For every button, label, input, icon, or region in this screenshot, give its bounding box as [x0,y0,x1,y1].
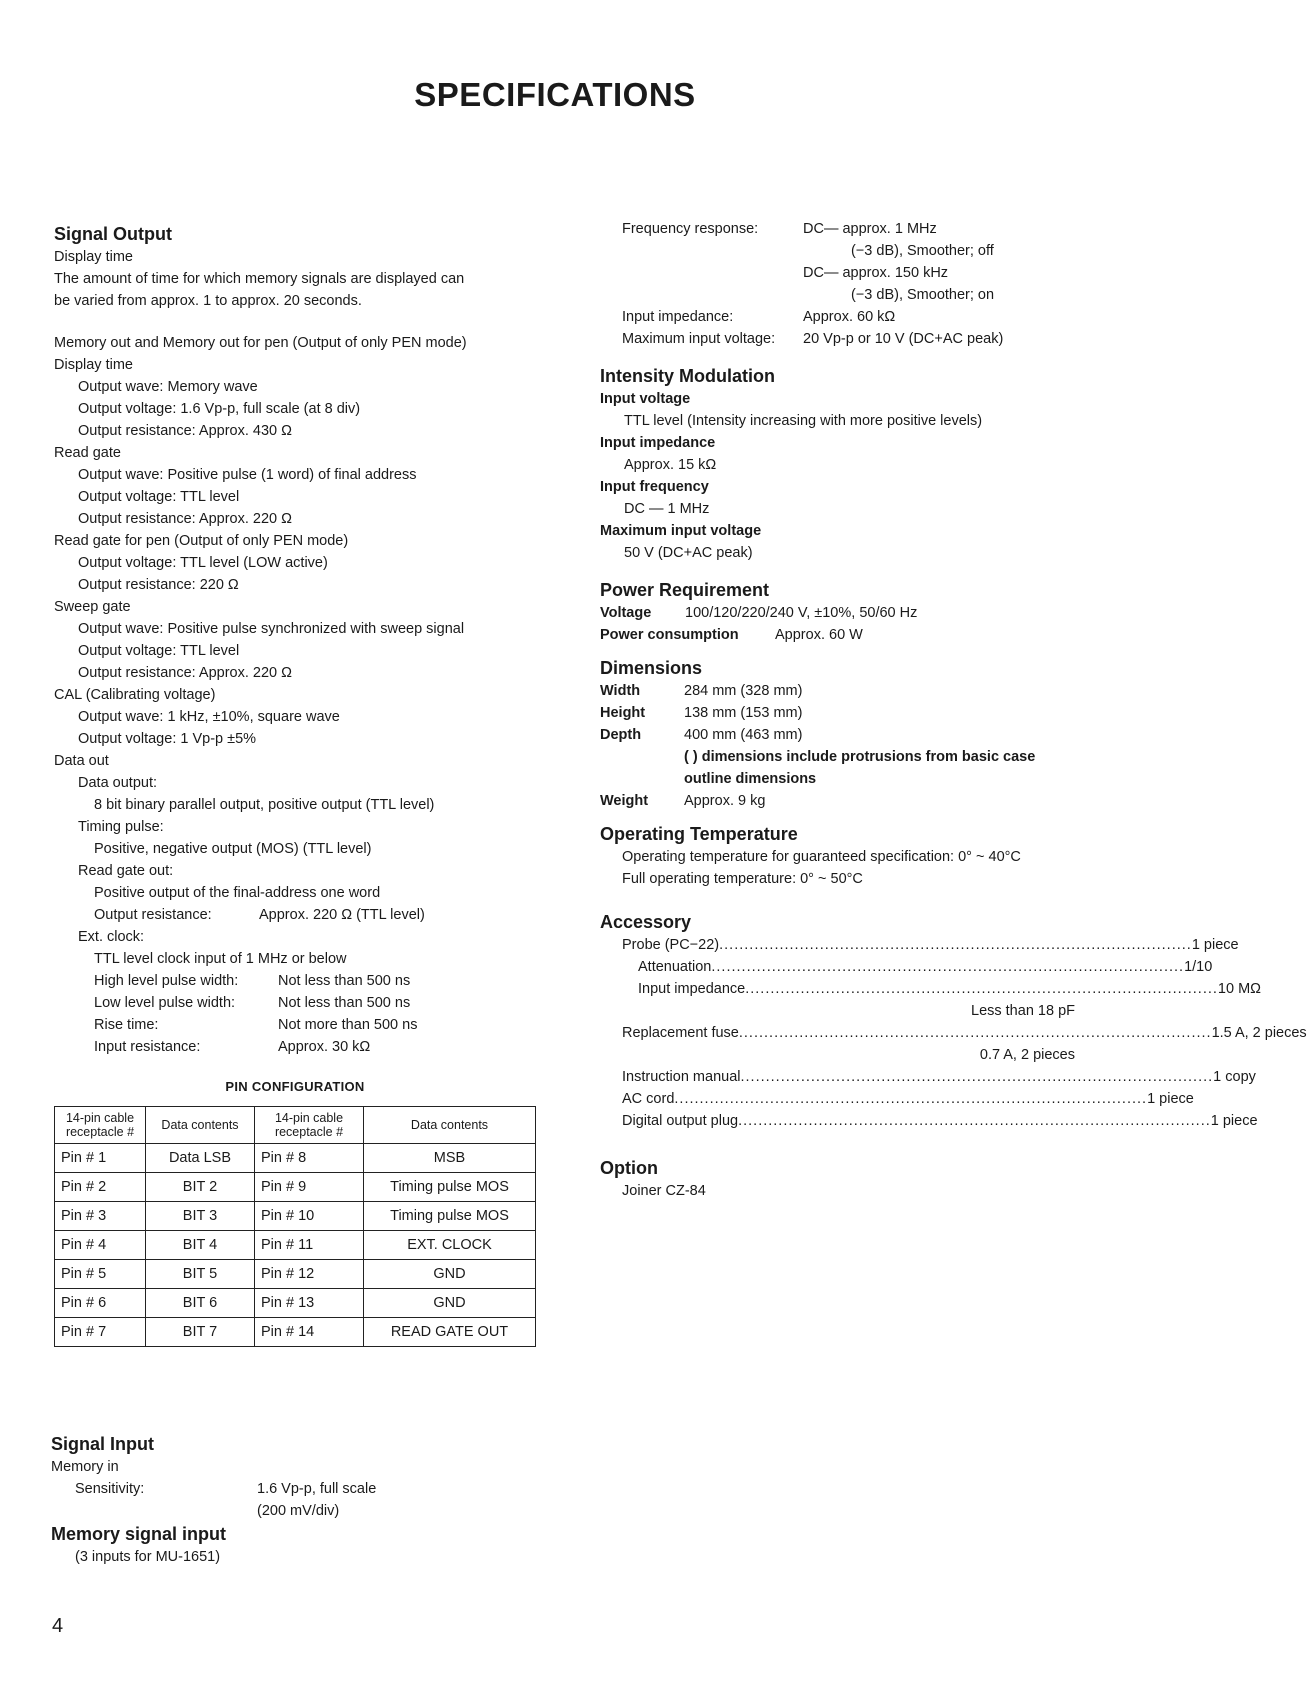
spec-value: 400 mm (463 mm) [684,727,803,743]
table-cell: Pin # 5 [55,1260,146,1289]
page-number: 4 [52,1615,64,1637]
operating-temperature-heading: Operating Temperature [600,824,798,844]
spec-line: Output voltage: 1.6 Vp-p, full scale (at 8 div) [78,401,361,417]
spec-key: High level pulse width: [94,973,239,989]
spec-key: Input frequency [600,479,709,495]
column-header: Data contents [364,1107,536,1144]
list-item: Attenuation .............................................................................................. 1/10 [622,956,1075,978]
signal-output-heading: Signal Output [54,224,172,244]
table-row [55,1260,536,1289]
spec-line: Output resistance: Approx. 220 Ω [78,665,292,681]
table-cell: Data LSB [146,1144,255,1173]
table-cell: BIT 4 [146,1231,255,1260]
spec-line: (3 inputs for MU-1651) [75,1549,221,1565]
dimensions-note: ( ) dimensions include protrusions from basic case [684,749,1036,765]
spec-line: 8 bit binary parallel output, positive output (TTL level) [94,797,435,813]
display-time-label: Display time [54,249,133,265]
spec-value: Approx. 220 Ω (TTL level) [259,907,425,923]
left-column [54,222,549,1347]
table-cell: GND [364,1289,536,1318]
table-cell: EXT. CLOCK [364,1231,536,1260]
spec-value: 284 mm (328 mm) [684,683,803,699]
spec-line: Ext. clock: [78,929,145,945]
spec-key: Maximum input voltage [600,523,762,539]
item-label: Attenuation [638,959,712,975]
option-item: Joiner CZ-84 [622,1183,706,1199]
table-cell: Pin # 8 [255,1144,364,1173]
spec-value: 50 V (DC+AC peak) [624,545,753,561]
frequency-block [622,218,1003,350]
accessory-list [600,934,1307,1132]
display-time-text: be varied from approx. 1 to approx. 20 seconds. [54,293,362,309]
table-cell: Pin # 7 [55,1318,146,1347]
table-row [55,1202,536,1231]
spec-key: Width [600,683,641,699]
spec-line [54,992,549,1014]
spec-key: Input voltage [600,391,691,407]
spec-key: Input impedance: [622,309,734,325]
item-value: 1 piece [1191,937,1239,953]
right-column [600,218,1307,1202]
spec-key: Rise time: [94,1017,159,1033]
spec-line [600,624,1080,646]
pin-configuration-table [54,1106,536,1347]
intensity-modulation-heading: Intensity Modulation [600,366,775,386]
spec-key: Power consumption [600,627,739,643]
dimensions-note: outline dimensions [684,771,817,787]
power-requirement-heading: Power Requirement [600,580,770,600]
item-label: Replacement fuse [622,1025,739,1041]
spec-line: Output wave: Positive pulse (1 word) of final address [78,467,417,483]
spec-value: Approx. 30 kΩ [278,1039,371,1055]
spec-value: Approx. 60 kΩ [803,309,896,325]
spec-line: Data output: [78,775,157,791]
option-heading: Option [600,1158,658,1178]
table-cell: Pin # 2 [55,1173,146,1202]
list-item: Instruction manual .............................................................................................. 1 copy [622,1066,1075,1088]
spec-line: Output voltage: TTL level (LOW active) [78,555,328,571]
spec-line: Output wave: 1 kHz, ±10%, square wave [78,709,340,725]
page-title: SPECIFICATIONS [414,76,696,113]
table-header-row [55,1107,536,1144]
display-time-label: Display time [54,357,133,373]
column-header: Data contents [146,1107,255,1144]
item-value: 1 piece [1210,1113,1258,1129]
item-value: Less than 18 pF [971,1003,1075,1019]
spec-line: Output resistance: Approx. 220 Ω [78,511,292,527]
spec-line: Operating temperature for guaranteed specification: 0° ~ 40°C [622,849,1021,865]
signal-input-heading: Signal Input [51,1434,154,1454]
spec-value: 20 Vp-p or 10 V (DC+AC peak) [803,331,1004,347]
spec-value: 138 mm (153 mm) [684,705,803,721]
table-row [55,1173,536,1202]
spec-line: Positive, negative output (MOS) (TTL level) [94,841,372,857]
memory-in-label: Memory in [51,1459,119,1475]
spec-line: TTL level clock input of 1 MHz or below [94,951,347,967]
table-row [55,1318,536,1347]
table-cell: Pin # 6 [55,1289,146,1318]
spec-key: Sensitivity: [75,1481,145,1497]
table-cell: MSB [364,1144,536,1173]
spec-key: Frequency response: [622,221,759,237]
item-value: 1 copy [1213,1069,1256,1085]
spec-value: 1.6 Vp-p, full scale [257,1481,377,1497]
spec-line: Output resistance: 220 Ω [78,577,239,593]
table-cell: BIT 3 [146,1202,255,1231]
spec-line [51,1478,551,1500]
spec-line [54,970,549,992]
item-label: Input impedance [638,981,746,997]
list-item: Probe (PC−22) .............................................................................................. 1 piece [622,934,1075,956]
spec-value: (200 mV/div) [257,1503,340,1519]
list-item: Digital output plug .............................................................................................. 1 piece [622,1110,1075,1132]
memory-out-heading: Memory out and Memory out for pen (Output of only PEN mode) [54,335,467,351]
spec-key: Input impedance [600,435,716,451]
spec-line: Full operating temperature: 0° ~ 50°C [622,871,863,887]
spec-value: DC— approx. 1 MHz [803,221,937,237]
table-row [55,1144,536,1173]
table-cell: Pin # 12 [255,1260,364,1289]
data-out-label: Data out [54,753,109,769]
spec-line: Timing pulse: [78,819,164,835]
spec-value: Not less than 500 ns [278,995,411,1011]
table-cell: READ GATE OUT [364,1318,536,1347]
spec-value: Approx. 9 kg [684,793,766,809]
list-item: Replacement fuse .............................................................................................. 1.5 A, 2 pieces [622,1022,1075,1044]
list-item: AC cord .............................................................................................. 1 piece [622,1088,1075,1110]
cal-label: CAL (Calibrating voltage) [54,687,216,703]
spec-value: DC — 1 MHz [624,501,710,517]
table-cell: BIT 2 [146,1173,255,1202]
spec-value: (−3 dB), Smoother; on [851,287,995,303]
table-cell: Pin # 4 [55,1231,146,1260]
spec-value: 100/120/220/240 V, ±10%, 50/60 Hz [685,605,918,621]
spec-line [54,904,549,926]
item-label: Probe (PC−22) [622,937,720,953]
read-gate-label: Read gate [54,445,121,461]
column-header: 14-pin cable receptacle # [255,1107,364,1144]
list-item: Input impedance .............................................................................................. 10 MΩ [622,978,1075,1000]
item-label: Digital output plug [622,1113,739,1129]
spec-key: Height [600,705,646,721]
spec-value: Not more than 500 ns [278,1017,418,1033]
item-value: 1/10 [1184,959,1213,975]
pin-configuration-caption: PIN CONFIGURATION [225,1079,365,1094]
dimensions-heading: Dimensions [600,658,703,678]
spec-line: Output resistance: Approx. 430 Ω [78,423,292,439]
spec-key: Input resistance: [94,1039,201,1055]
spec-line: Output voltage: 1 Vp-p ±5% [78,731,257,747]
spec-value: TTL level (Intensity increasing with more positive levels) [624,413,983,429]
column-header: 14-pin cable receptacle # [55,1107,146,1144]
item-label: Instruction manual [622,1069,741,1085]
spec-line [600,790,1080,812]
table-row [55,1231,536,1260]
accessory-heading: Accessory [600,912,692,932]
spec-line [54,1036,549,1058]
item-label: AC cord [622,1091,675,1107]
spec-key: Weight [600,793,649,809]
spec-line [600,602,1080,624]
spec-line: Positive output of the final-address one word [94,885,381,901]
item-value: 1.5 A, 2 pieces [1211,1025,1307,1041]
table-cell: Pin # 1 [55,1144,146,1173]
spec-key: Depth [600,727,642,743]
spec-key: Voltage [600,605,652,621]
item-value: 0.7 A, 2 pieces [979,1047,1075,1063]
spec-line: Output wave: Memory wave [78,379,258,395]
spec-value: Approx. 60 W [775,627,863,643]
spec-value: (−3 dB), Smoother; off [851,243,994,259]
spec-value: DC— approx. 150 kHz [803,265,949,281]
spec-key: Maximum input voltage: [622,331,776,347]
sweep-gate-label: Sweep gate [54,599,131,615]
table-cell: Pin # 13 [255,1289,364,1318]
table-cell: GND [364,1260,536,1289]
spec-line [54,1014,549,1036]
table-cell: Timing pulse MOS [364,1173,536,1202]
spec-key: Low level pulse width: [94,995,236,1011]
memory-signal-input-heading: Memory signal input [51,1524,227,1544]
table-cell: Pin # 11 [255,1231,364,1260]
spec-line: Read gate out: [78,863,174,879]
table-cell: Timing pulse MOS [364,1202,536,1231]
table-cell: Pin # 14 [255,1318,364,1347]
table-cell: Pin # 9 [255,1173,364,1202]
table-cell: BIT 5 [146,1260,255,1289]
table-cell: Pin # 3 [55,1202,146,1231]
spec-line [600,680,1080,702]
spec-value: Not less than 500 ns [278,973,411,989]
signal-input-section [51,1432,551,1568]
spec-value: Approx. 15 kΩ [624,457,717,473]
spec-line: Output wave: Positive pulse synchronized with sweep signal [78,621,465,637]
spec-key: Output resistance: [94,907,212,923]
spec-line: Output voltage: TTL level [78,643,240,659]
item-value: 10 MΩ [1217,981,1261,997]
read-gate-pen-label: Read gate for pen (Output of only PEN mode) [54,533,349,549]
table-row [55,1289,536,1318]
spec-line: Output voltage: TTL level [78,489,240,505]
display-time-text: The amount of time for which memory signals are displayed can [54,271,465,287]
table-cell: Pin # 10 [255,1202,364,1231]
table-cell: BIT 7 [146,1318,255,1347]
table-cell: BIT 6 [146,1289,255,1318]
spec-line [600,724,1080,746]
spec-line [600,702,1080,724]
item-value: 1 piece [1147,1091,1194,1107]
